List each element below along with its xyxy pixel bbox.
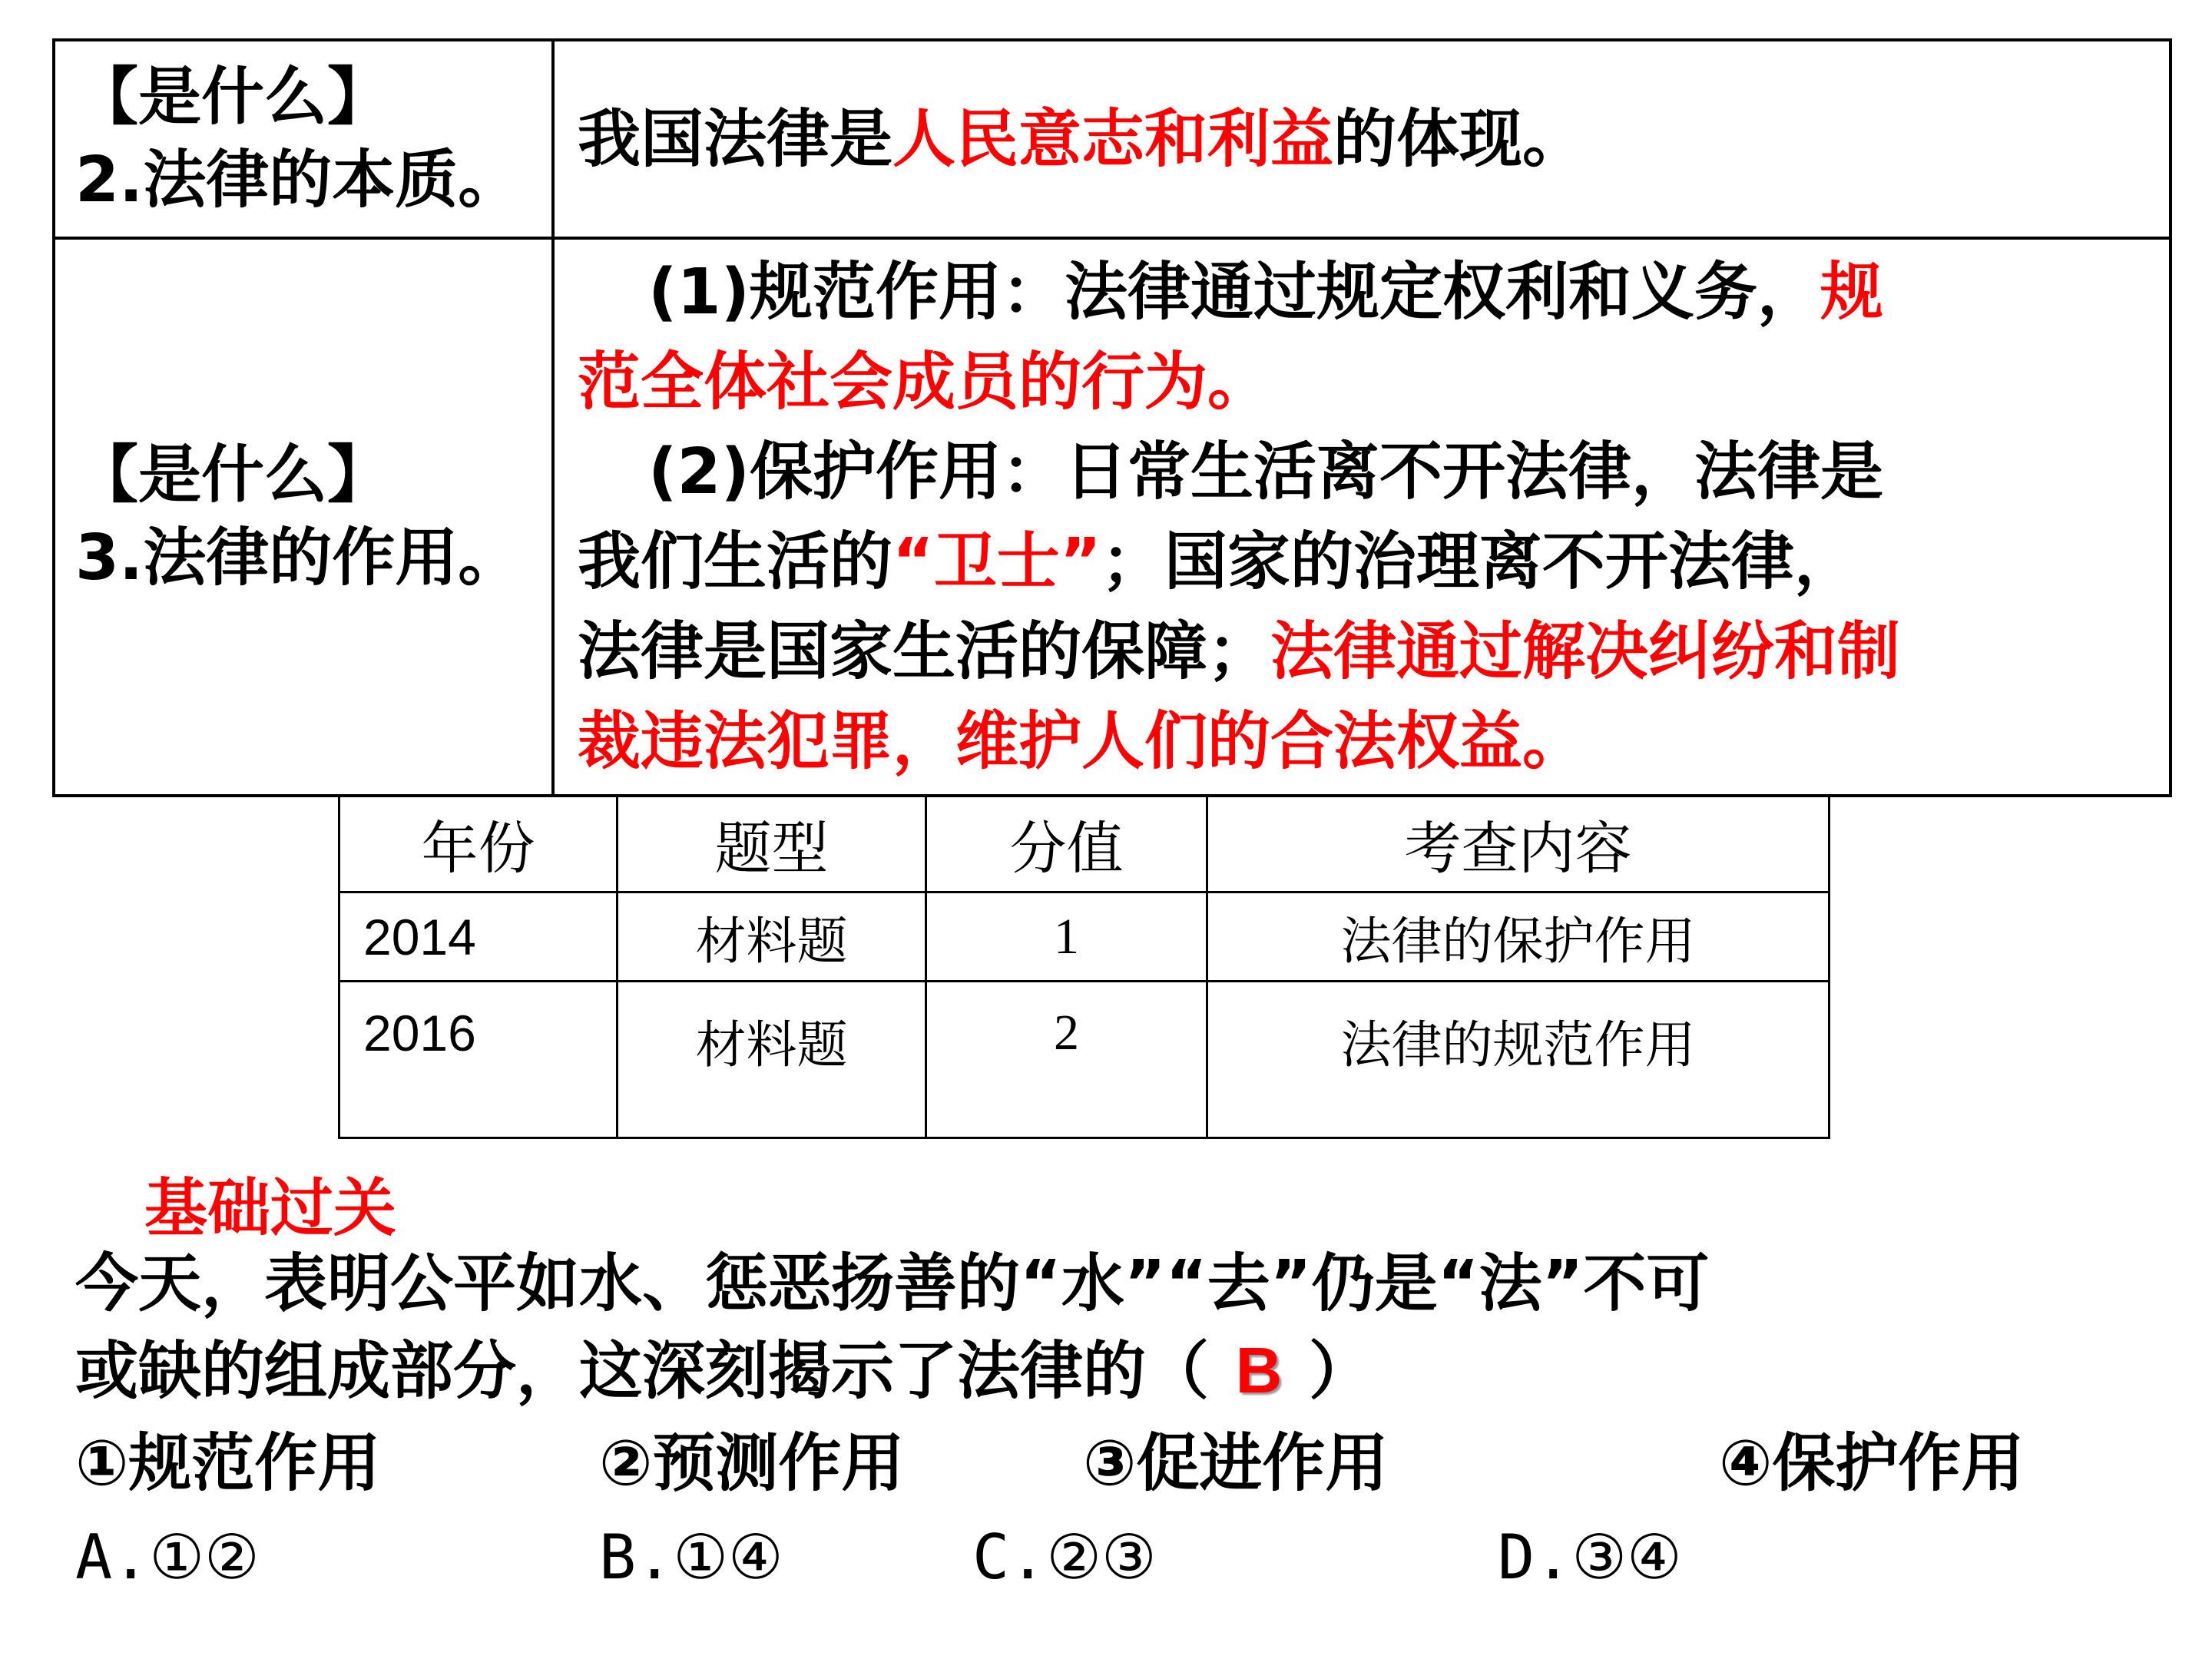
choice-a-value: ①② — [149, 1522, 260, 1593]
function-content — [553, 238, 2171, 796]
header-score: 分值 — [926, 796, 1207, 892]
knowledge-table — [52, 38, 2172, 797]
function-label-tag: 【是什么】 — [75, 439, 391, 512]
choice-b-letter: B. — [599, 1522, 674, 1593]
cell-year: 2016 — [339, 982, 618, 1138]
function-item-1-text: 规范作用：法律通过规定权利和义务， — [750, 256, 1821, 329]
cell-content: 法律的规范作用 — [1207, 982, 1830, 1138]
cell-score: 1 — [926, 892, 1207, 982]
function-item-2 — [578, 427, 2146, 517]
function-label-title: 3.法律的作用。 — [75, 522, 522, 594]
function-item-2-highlight-b: 裁违法犯罪，维护人们的合法权益。 — [578, 705, 1586, 778]
knowledge-row-essence — [54, 40, 2171, 238]
function-label — [54, 238, 553, 796]
choice-d[interactable] — [1498, 1519, 1682, 1596]
cell-content: 法律的保护作用 — [1207, 892, 1830, 982]
question-stem-close: ） — [1309, 1335, 1373, 1408]
essence-label — [54, 40, 553, 238]
function-item-2-number: (2) — [648, 435, 750, 508]
choice-c[interactable] — [972, 1519, 1157, 1596]
cell-question-type: 材料题 — [618, 982, 926, 1138]
choice-d-letter: D. — [1498, 1522, 1572, 1593]
section-title: 基础过关 — [144, 1172, 397, 1245]
header-question-type: 题型 — [618, 796, 926, 892]
cell-question-type: 材料题 — [618, 892, 926, 982]
option-2: ②预测作用 — [599, 1427, 905, 1500]
cell-score: 2 — [926, 982, 1207, 1138]
choice-a-letter: A. — [75, 1522, 150, 1593]
choice-d-value: ③④ — [1571, 1522, 1682, 1593]
function-item-1 — [578, 247, 2146, 337]
exam-table — [338, 794, 1830, 1139]
function-item-2-text-c: ；国家的治理离不开法律， — [1101, 525, 1857, 598]
option-1: ①规范作用 — [75, 1427, 381, 1500]
option-3: ③促进作用 — [1083, 1427, 1389, 1500]
choice-a[interactable] — [75, 1519, 260, 1596]
function-item-1-number: (1) — [648, 256, 750, 329]
function-item-2-line-2 — [578, 517, 2146, 607]
function-item-2-text-b: 我们生活的 — [578, 525, 893, 598]
essence-text-after: 的体现。 — [1333, 102, 1586, 176]
option-4: ④保护作用 — [1719, 1427, 2025, 1500]
function-item-2-line-3 — [578, 607, 2146, 697]
question-stem-line-2 — [75, 1332, 1372, 1410]
function-item-2-highlight-a: 法律通过解决纠纷和制 — [1270, 615, 1901, 688]
choice-c-letter: C. — [972, 1522, 1047, 1593]
header-content: 考查内容 — [1207, 796, 1830, 892]
question-stem-text: 或缺的组成部分，这深刻揭示了法律的（ — [75, 1335, 1210, 1408]
choice-b-value: ①④ — [673, 1522, 783, 1593]
question-stem-line-1: 今天，表明公平如水、惩恶扬善的“水”“去”仍是“法”不可 — [75, 1247, 1710, 1320]
choice-b[interactable] — [599, 1519, 783, 1596]
function-item-2-guard-highlight: “卫士” — [892, 525, 1101, 598]
function-item-1-highlight-b: 范全体社会成员的行为。 — [578, 346, 1271, 419]
cell-year: 2014 — [339, 892, 618, 982]
table-row — [339, 982, 1830, 1138]
essence-text-before: 我国法律是 — [578, 102, 893, 176]
choice-c-value: ②③ — [1046, 1522, 1157, 1593]
essence-text-highlight: 人民意志和利益 — [892, 102, 1334, 176]
header-year: 年份 — [339, 796, 618, 892]
essence-content — [553, 40, 2171, 238]
knowledge-row-function — [54, 238, 2171, 796]
function-item-2-text-d: 法律是国家生活的保障； — [578, 615, 1271, 688]
answer-mark: B — [1235, 1334, 1283, 1406]
function-item-1-highlight-a: 规 — [1820, 256, 1884, 329]
exam-table-header — [339, 796, 1830, 892]
function-item-2-text-a: 保护作用：日常生活离不开法律，法律是 — [750, 435, 1884, 508]
essence-label-title: 2.法律的本质。 — [75, 144, 522, 217]
table-row — [339, 892, 1830, 982]
essence-label-tag: 【是什么】 — [75, 61, 391, 134]
